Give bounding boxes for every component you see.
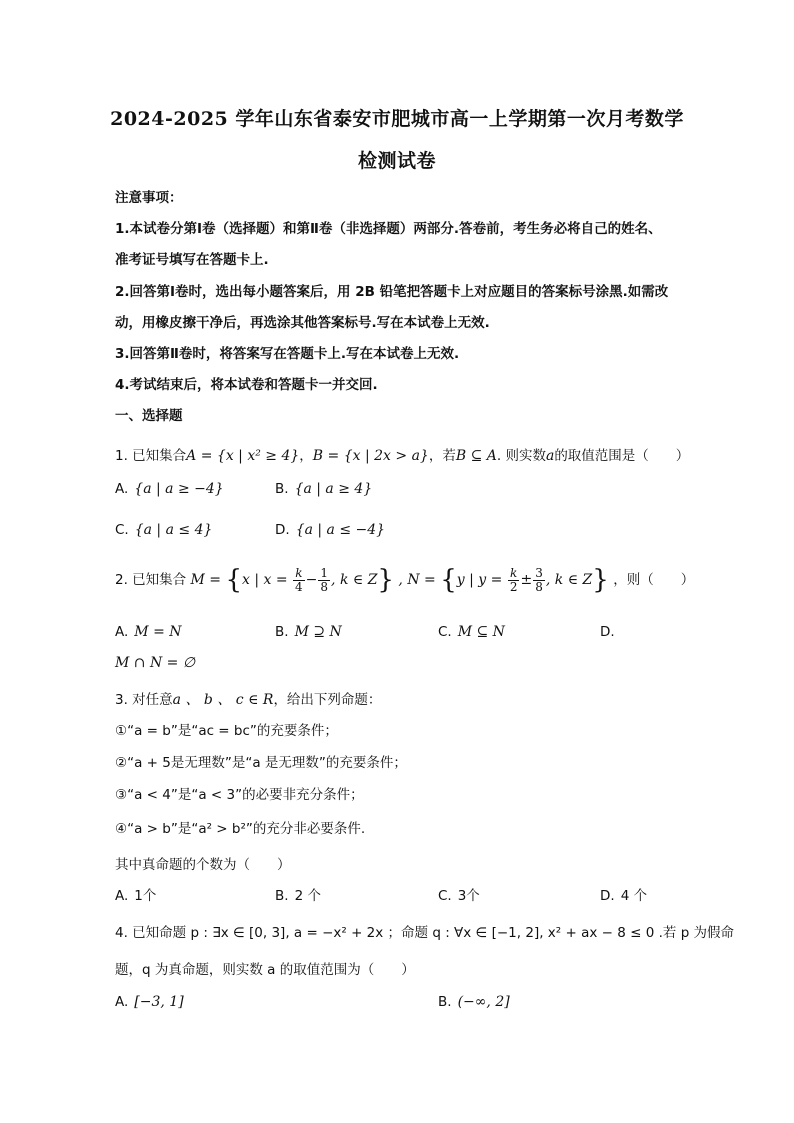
proposition-4: ④“a > b”是“a² > b²”的充分非必要条件. [115, 821, 366, 837]
question-4-stem-line1: 4. 已知命题 p : ∃x ∈ [0, 3], a = −x² + 2x ；命题 q : ∀x ∈ [−1, 2], x² + ax − 8 ≤ 0 .若 p 为假命 [115, 925, 735, 941]
question-1-stem: 1. 已知集合A = {x | x² ≥ 4}，B = {x | 2x > a}，若B ⊆ A. 则实数a的取值范围是（ ） [115, 448, 690, 464]
fraction-3-over-8: $\frac{3}{8}$ [535, 565, 543, 594]
set-a: A = {x | x² ≥ 4} [186, 448, 300, 464]
notice-line-5: 3.回答第Ⅱ卷时，将答案写在答题卡上.写在本试卷上无效. [115, 346, 460, 362]
proposition-2: ②“a + 5是无理数”是“a 是无理数”的充要条件； [115, 755, 407, 771]
q4-option-b[interactable]: B. (−∞, 2] [438, 994, 510, 1010]
subset-condition: B ⊆ A [455, 448, 497, 464]
q3-option-a[interactable]: A. 1个 [115, 888, 157, 904]
notice-line-2: 准考证号填写在答题卡上. [115, 252, 269, 268]
q1-option-b[interactable]: B. {a | a ≥ 4} [275, 481, 373, 497]
question-2-stem: 2. 已知集合 M = {x | x = $\frac{k}{4}$ − $\frac{1}{8}$ , k ∈ Z} , N = {y | y = $\frac{k}{2}$ ± $\frac{3}{8}$ , k ∈ Z} ，则（ ） [115, 565, 695, 595]
section-heading-choice: 一、选择题 [115, 408, 183, 424]
notice-line-6: 4.考试结束后，将本试卷和答题卡一并交回. [115, 377, 378, 393]
q3-option-c[interactable]: C. 3个 [438, 888, 480, 904]
q2-option-c[interactable]: C. M ⊆ N [438, 624, 505, 640]
fraction-k-over-4: $\frac{k}{4}$ [295, 565, 303, 594]
notice-line-4: 动，用橡皮擦干净后，再选涂其他答案标号.写在本试卷上无效. [115, 315, 490, 331]
q1-option-d[interactable]: D. {a | a ≤ −4} [275, 522, 386, 538]
set-b: B = {x | 2x > a} [312, 448, 429, 464]
proposition-3: ③“a < 4”是“a < 3”的必要非充分条件； [115, 787, 364, 803]
q2-option-d-text[interactable]: M ∩ N = ∅ [115, 655, 196, 671]
q4-option-a[interactable]: A. [−3, 1] [115, 994, 184, 1010]
q1-option-a[interactable]: A. {a | a ≥ −4} [115, 481, 224, 497]
exam-title-line2: 检测试卷 [357, 150, 436, 172]
question-3-stem: 3. 对任意a 、 b 、 c ∈ R，给出下列命题： [115, 692, 382, 708]
fraction-1-over-8: $\frac{1}{8}$ [320, 565, 329, 594]
q2-option-b[interactable]: B. M ⊇ N [275, 624, 342, 640]
exam-title-line1: 2024-2025 学年山东省泰安市肥城市高一上学期第一次月考数学 [110, 108, 684, 130]
question-4-stem-line2: 题，q 为真命题，则实数 a 的取值范围为（ ） [115, 962, 415, 978]
q2-option-d[interactable]: D. [600, 624, 615, 640]
notice-heading: 注意事项： [115, 190, 183, 206]
proposition-1: ①“a = b”是“ac = bc”的充要条件； [115, 723, 338, 739]
q2-option-a[interactable]: A. M = N [115, 624, 182, 640]
q3-option-b[interactable]: B. 2 个 [275, 888, 321, 904]
notice-line-3: 2.回答第Ⅰ卷时，选出每小题答案后，用 2B 铅笔把答题卡上对应题目的答案标号涂黑.如需改 [115, 284, 669, 300]
notice-line-1: 1.本试卷分第Ⅰ卷（选择题）和第Ⅱ卷（非选择题）两部分.答卷前，考生务必将自己的姓名、 [115, 221, 662, 237]
set-m-expression: M = {x | x = $\frac{k}{4}$ − $\frac{1}{8}$ , k ∈ Z} [190, 565, 394, 595]
fraction-k-over-2: $\frac{k}{2}$ [509, 565, 518, 594]
set-n-expression: , N = {y | y = $\frac{k}{2}$ ± $\frac{3}{8}$ , k ∈ Z} [398, 565, 609, 595]
question-3-ask: 其中真命题的个数为（ ） [115, 857, 291, 873]
q3-option-d[interactable]: D. 4 个 [600, 888, 648, 904]
q1-option-c[interactable]: C. {a | a ≤ 4} [115, 522, 213, 538]
